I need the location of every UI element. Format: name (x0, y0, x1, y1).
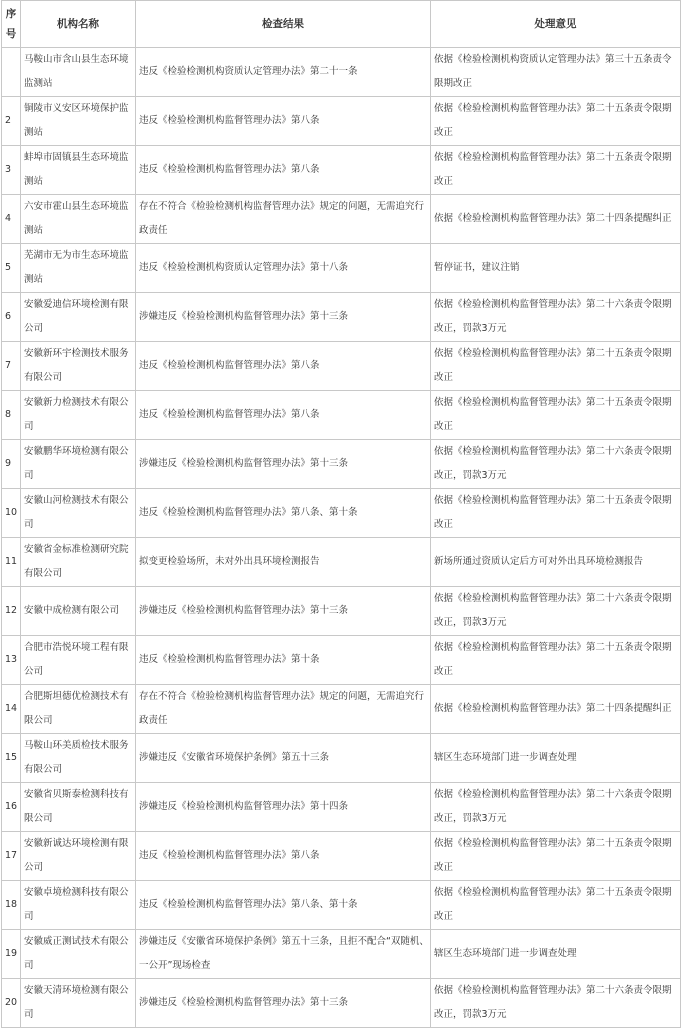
inspection-result-cell: 违反《检验检测机构资质认定管理办法》第十八条 (136, 244, 431, 293)
inspection-result-cell: 涉嫌违反《检验检测机构监督管理办法》第十三条 (136, 587, 431, 636)
inspection-result-cell: 涉嫌违反《检验检测机构监督管理办法》第十四条 (136, 783, 431, 832)
row-index: 19 (2, 930, 21, 979)
row-index: 13 (2, 636, 21, 685)
inspection-result-cell: 违反《检验检测机构监督管理办法》第八条 (136, 146, 431, 195)
org-name-cell: 马鞍山环美质检技术服务有限公司 (21, 734, 136, 783)
org-name-cell: 安徽新力检测技术有限公司 (21, 391, 136, 440)
handling-opinion-cell: 依据《检验检测机构监督管理办法》第二十五条责令限期改正 (431, 489, 681, 538)
table-row (2, 734, 681, 783)
row-index: 9 (2, 440, 21, 489)
row-index: 14 (2, 685, 21, 734)
inspection-result-cell: 违反《检验检测机构监督管理办法》第十条 (136, 636, 431, 685)
inspection-result-cell: 违反《检验检测机构监督管理办法》第八条 (136, 832, 431, 881)
handling-opinion-cell: 依据《检验检测机构监督管理办法》第二十四条提醒纠正 (431, 195, 681, 244)
row-index: 5 (2, 244, 21, 293)
row-index: 6 (2, 293, 21, 342)
header-inspection-result: 检查结果 (136, 1, 431, 48)
table-row (2, 342, 681, 391)
row-index: 17 (2, 832, 21, 881)
row-index: 10 (2, 489, 21, 538)
table-header-row (2, 1, 681, 48)
org-name-cell: 安徽威正测试技术有限公司 (21, 930, 136, 979)
inspection-result-cell: 违反《检验检测机构监督管理办法》第八条、第十条 (136, 881, 431, 930)
row-index: 4 (2, 195, 21, 244)
table-row (2, 783, 681, 832)
table-row (2, 685, 681, 734)
inspection-result-cell: 涉嫌违反《检验检测机构监督管理办法》第十三条 (136, 293, 431, 342)
org-name-cell: 合肥斯坦德优检测技术有限公司 (21, 685, 136, 734)
handling-opinion-cell: 依据《检验检测机构监督管理办法》第二十四条提醒纠正 (431, 685, 681, 734)
row-index (2, 48, 21, 97)
handling-opinion-cell: 依据《检验检测机构监督管理办法》第二十五条责令限期改正 (431, 832, 681, 881)
table-body (2, 48, 681, 1028)
table-row (2, 293, 681, 342)
org-name-cell: 安徽卓境检测科技有限公司 (21, 881, 136, 930)
handling-opinion-cell: 依据《检验检测机构监督管理办法》第二十五条责令限期改正 (431, 342, 681, 391)
org-name-cell: 安徽山河检测技术有限公司 (21, 489, 136, 538)
handling-opinion-cell: 依据《检验检测机构监督管理办法》第二十六条责令限期改正，罚款3万元 (431, 783, 681, 832)
table-row (2, 48, 681, 97)
org-name-cell: 铜陵市义安区环境保护监测站 (21, 97, 136, 146)
row-index: 7 (2, 342, 21, 391)
org-name-cell: 安徽省金标准检测研究院有限公司 (21, 538, 136, 587)
table-row (2, 832, 681, 881)
table-row (2, 587, 681, 636)
row-index: 8 (2, 391, 21, 440)
row-index: 3 (2, 146, 21, 195)
inspection-result-cell: 涉嫌违反《检验检测机构监督管理办法》第十三条 (136, 979, 431, 1028)
org-name-cell: 安徽天清环境检测有限公司 (21, 979, 136, 1028)
header-handling-opinion: 处理意见 (431, 1, 681, 48)
org-name-cell: 安徽鹏华环境检测有限公司 (21, 440, 136, 489)
inspection-result-cell: 存在不符合《检验检测机构监督管理办法》规定的问题，无需追究行政责任 (136, 685, 431, 734)
inspection-result-cell: 拟变更检验场所，未对外出具环境检测报告 (136, 538, 431, 587)
inspection-results-table (1, 0, 681, 1028)
row-index: 2 (2, 97, 21, 146)
table-row (2, 979, 681, 1028)
inspection-result-cell: 违反《检验检测机构监督管理办法》第八条 (136, 391, 431, 440)
handling-opinion-cell: 依据《检验检测机构监督管理办法》第二十六条责令限期改正，罚款3万元 (431, 979, 681, 1028)
inspection-result-cell: 涉嫌违反《检验检测机构监督管理办法》第十三条 (136, 440, 431, 489)
org-name-cell: 安徽新诚达环境检测有限公司 (21, 832, 136, 881)
handling-opinion-cell: 依据《检验检测机构监督管理办法》第二十六条责令限期改正，罚款3万元 (431, 587, 681, 636)
inspection-result-cell: 违反《检验检测机构监督管理办法》第八条 (136, 342, 431, 391)
table-row (2, 244, 681, 293)
org-name-cell: 安徽省贝斯泰检测科技有限公司 (21, 783, 136, 832)
inspection-result-cell: 涉嫌违反《安徽省环境保护条例》第五十三条 (136, 734, 431, 783)
table-row (2, 538, 681, 587)
table-row (2, 146, 681, 195)
handling-opinion-cell: 依据《检验检测机构监督管理办法》第二十六条责令限期改正，罚款3万元 (431, 440, 681, 489)
inspection-result-cell: 涉嫌违反《安徽省环境保护条例》第五十三条，且拒不配合“双随机、一公开”现场检查 (136, 930, 431, 979)
org-name-cell: 安徽中成检测有限公司 (21, 587, 136, 636)
table-row (2, 195, 681, 244)
handling-opinion-cell: 依据《检验检测机构监督管理办法》第二十五条责令限期改正 (431, 97, 681, 146)
org-name-cell: 马鞍山市含山县生态环境监测站 (21, 48, 136, 97)
table-row (2, 881, 681, 930)
row-index: 20 (2, 979, 21, 1028)
handling-opinion-cell: 依据《检验检测机构监督管理办法》第二十五条责令限期改正 (431, 391, 681, 440)
row-index: 16 (2, 783, 21, 832)
row-index: 18 (2, 881, 21, 930)
handling-opinion-cell: 依据《检验检测机构资质认定管理办法》第三十五条责令限期改正 (431, 48, 681, 97)
inspection-result-cell: 违反《检验检测机构监督管理办法》第八条 (136, 97, 431, 146)
org-name-cell: 合肥市浩悦环境工程有限公司 (21, 636, 136, 685)
handling-opinion-cell: 辖区生态环境部门进一步调查处理 (431, 734, 681, 783)
row-index: 15 (2, 734, 21, 783)
table-row (2, 636, 681, 685)
org-name-cell: 六安市霍山县生态环境监测站 (21, 195, 136, 244)
table-row (2, 97, 681, 146)
handling-opinion-cell: 依据《检验检测机构监督管理办法》第二十六条责令限期改正，罚款3万元 (431, 293, 681, 342)
handling-opinion-cell: 暂停证书，建议注销 (431, 244, 681, 293)
handling-opinion-cell: 依据《检验检测机构监督管理办法》第二十五条责令限期改正 (431, 146, 681, 195)
handling-opinion-cell: 辖区生态环境部门进一步调查处理 (431, 930, 681, 979)
table-row (2, 489, 681, 538)
table-row (2, 391, 681, 440)
org-name-cell: 安徽爱迪信环境检测有限公司 (21, 293, 136, 342)
inspection-result-cell: 存在不符合《检验检测机构监督管理办法》规定的问题，无需追究行政责任 (136, 195, 431, 244)
handling-opinion-cell: 新场所通过资质认定后方可对外出具环境检测报告 (431, 538, 681, 587)
header-org-name: 机构名称 (21, 1, 136, 48)
table-row (2, 930, 681, 979)
header-index: 序号 (2, 1, 21, 48)
row-index: 12 (2, 587, 21, 636)
handling-opinion-cell: 依据《检验检测机构监督管理办法》第二十五条责令限期改正 (431, 881, 681, 930)
org-name-cell: 蚌埠市固镇县生态环境监测站 (21, 146, 136, 195)
table-row (2, 440, 681, 489)
inspection-result-cell: 违反《检验检测机构监督管理办法》第八条、第十条 (136, 489, 431, 538)
handling-opinion-cell: 依据《检验检测机构监督管理办法》第二十五条责令限期改正 (431, 636, 681, 685)
inspection-result-cell: 违反《检验检测机构资质认定管理办法》第二十一条 (136, 48, 431, 97)
org-name-cell: 芜湖市无为市生态环境监测站 (21, 244, 136, 293)
row-index: 11 (2, 538, 21, 587)
org-name-cell: 安徽新环宇检测技术服务有限公司 (21, 342, 136, 391)
